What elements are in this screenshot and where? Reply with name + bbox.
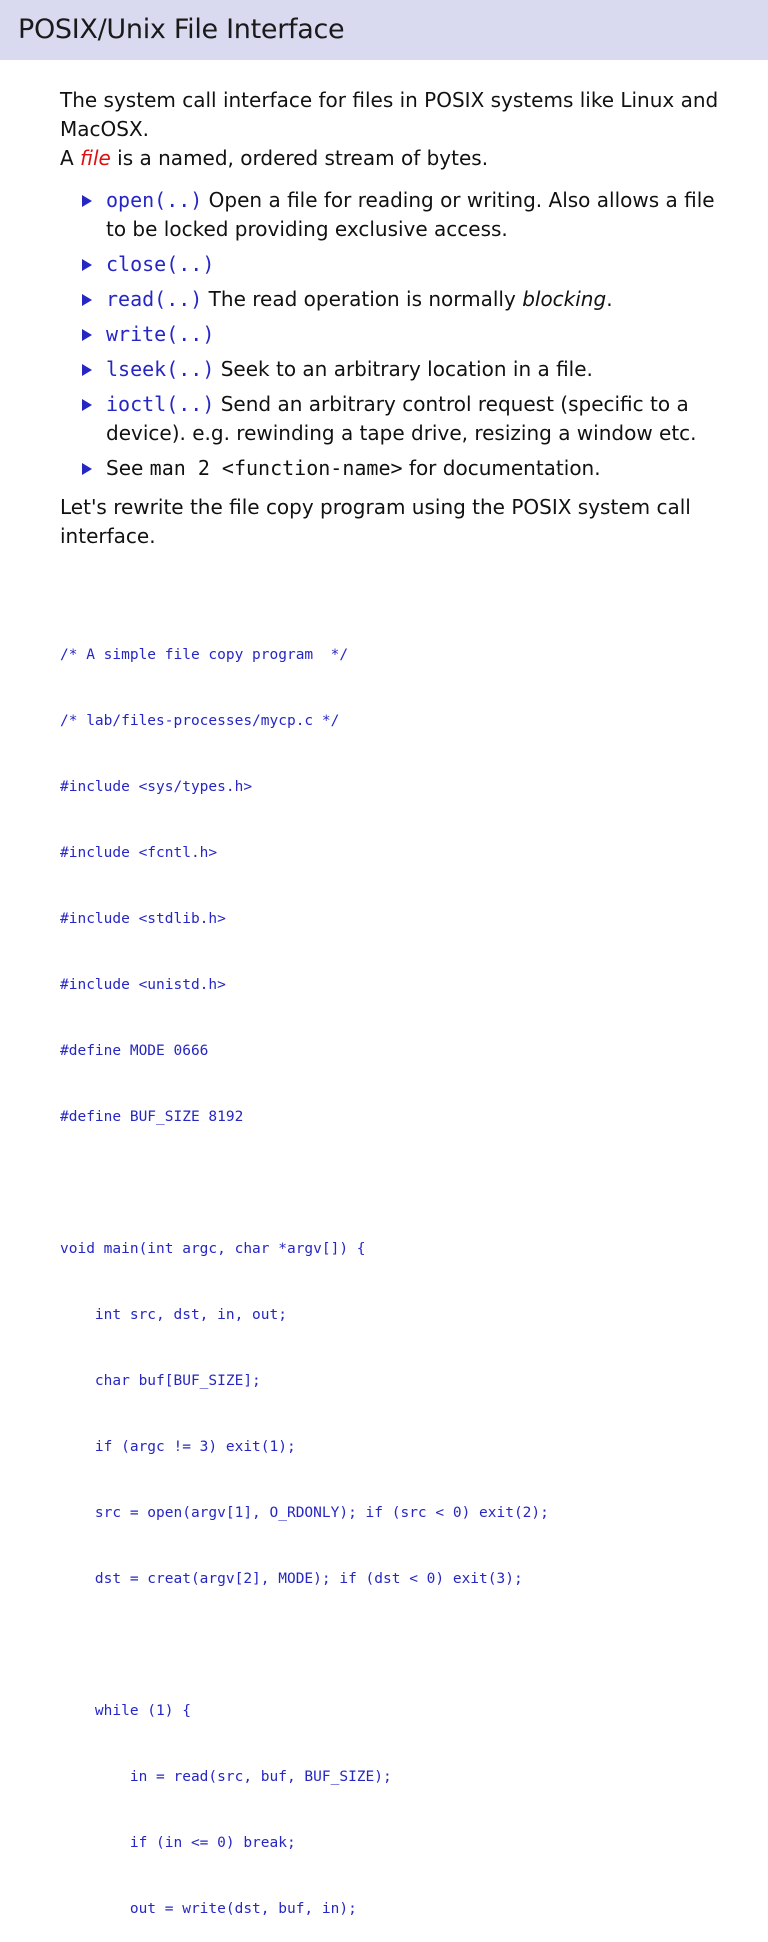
intro-line: The system call interface for files in POSIX systems like Linux and MacOSX.: [60, 88, 719, 141]
fn-name: close(..): [106, 252, 215, 276]
code-line: [60, 1634, 760, 1656]
file-def-suffix: is a named, ordered stream of bytes.: [110, 146, 489, 170]
bullet-triangle-icon: [82, 329, 92, 341]
code-line: out = write(dst, buf, in);: [60, 1901, 357, 1917]
fn-desc: Send an arbitrary control request (specific to a device). e.g. rewinding a tape drive, resizing a window etc.: [106, 392, 697, 445]
code-line: char buf[BUF_SIZE];: [60, 1373, 261, 1389]
rewrite-text: Let's rewrite the file copy program using the POSIX system call interface.: [60, 495, 691, 548]
fn-desc: The read operation is normally: [202, 287, 523, 311]
fn-desc-end: .: [606, 287, 613, 311]
code-line: in = read(src, buf, BUF_SIZE);: [60, 1769, 392, 1785]
bullet-triangle-icon: [82, 399, 92, 411]
fn-desc-emphasis: blocking: [522, 287, 607, 311]
code-line: #include <fcntl.h>: [60, 845, 218, 861]
bullet-triangle-icon: [82, 195, 92, 207]
list-item-close: [82, 250, 722, 279]
see-man-suffix: for documentation.: [402, 456, 601, 480]
bullet-triangle-icon: [82, 259, 92, 271]
code-line: src = open(argv[1], O_RDONLY); if (src < 0) exit(2);: [60, 1505, 549, 1521]
fn-name: read(..): [106, 287, 203, 311]
fn-name: open(..): [106, 188, 203, 212]
code-line: #include <unistd.h>: [60, 977, 226, 993]
bullet-triangle-icon: [82, 463, 92, 475]
code-line: [60, 1172, 760, 1194]
list-item-lseek: [82, 355, 722, 384]
file-term: file: [80, 146, 111, 170]
code-line: void main(int argc, char *argv[]) {: [60, 1241, 366, 1257]
fn-desc: Open a file for reading or writing. Also allows a file to be locked providing exclusive access.: [106, 188, 715, 241]
see-man-prefix: See: [106, 456, 150, 480]
list-item-open: [82, 186, 722, 244]
list-item-see-man: [82, 454, 722, 483]
fn-name: lseek(..): [106, 357, 215, 381]
fn-desc: Seek to an arbitrary location in a file.: [214, 357, 593, 381]
list-item-read: [82, 285, 722, 314]
code-line: int src, dst, in, out;: [60, 1307, 287, 1323]
list-item-write: [82, 320, 722, 349]
see-man-code: man 2 <function-name>: [149, 456, 403, 480]
fn-name: write(..): [106, 322, 215, 346]
fn-name: ioctl(..): [106, 392, 215, 416]
syscall-list: [82, 186, 722, 489]
code-line: #define BUF_SIZE 8192: [60, 1109, 244, 1125]
code-line: #include <sys/types.h>: [60, 779, 253, 795]
code-block: [60, 600, 760, 1942]
file-def-prefix: A: [60, 146, 81, 170]
intro-paragraph: [60, 86, 720, 173]
title-bar: [0, 0, 768, 60]
code-line: /* lab/files-processes/mycp.c */: [60, 713, 340, 729]
code-line: /* A simple file copy program */: [60, 647, 349, 663]
bullet-triangle-icon: [82, 294, 92, 306]
code-line: #define MODE 0666: [60, 1043, 209, 1059]
code-line: if (in <= 0) break;: [60, 1835, 296, 1851]
page-title: POSIX/Unix File Interface: [18, 14, 345, 45]
code-line: #include <stdlib.h>: [60, 911, 226, 927]
code-line: while (1) {: [60, 1703, 191, 1719]
list-item-ioctl: [82, 390, 722, 448]
rewrite-paragraph: [60, 493, 720, 551]
code-line: if (argc != 3) exit(1);: [60, 1439, 296, 1455]
bullet-triangle-icon: [82, 364, 92, 376]
code-line: dst = creat(argv[2], MODE); if (dst < 0) exit(3);: [60, 1571, 523, 1587]
